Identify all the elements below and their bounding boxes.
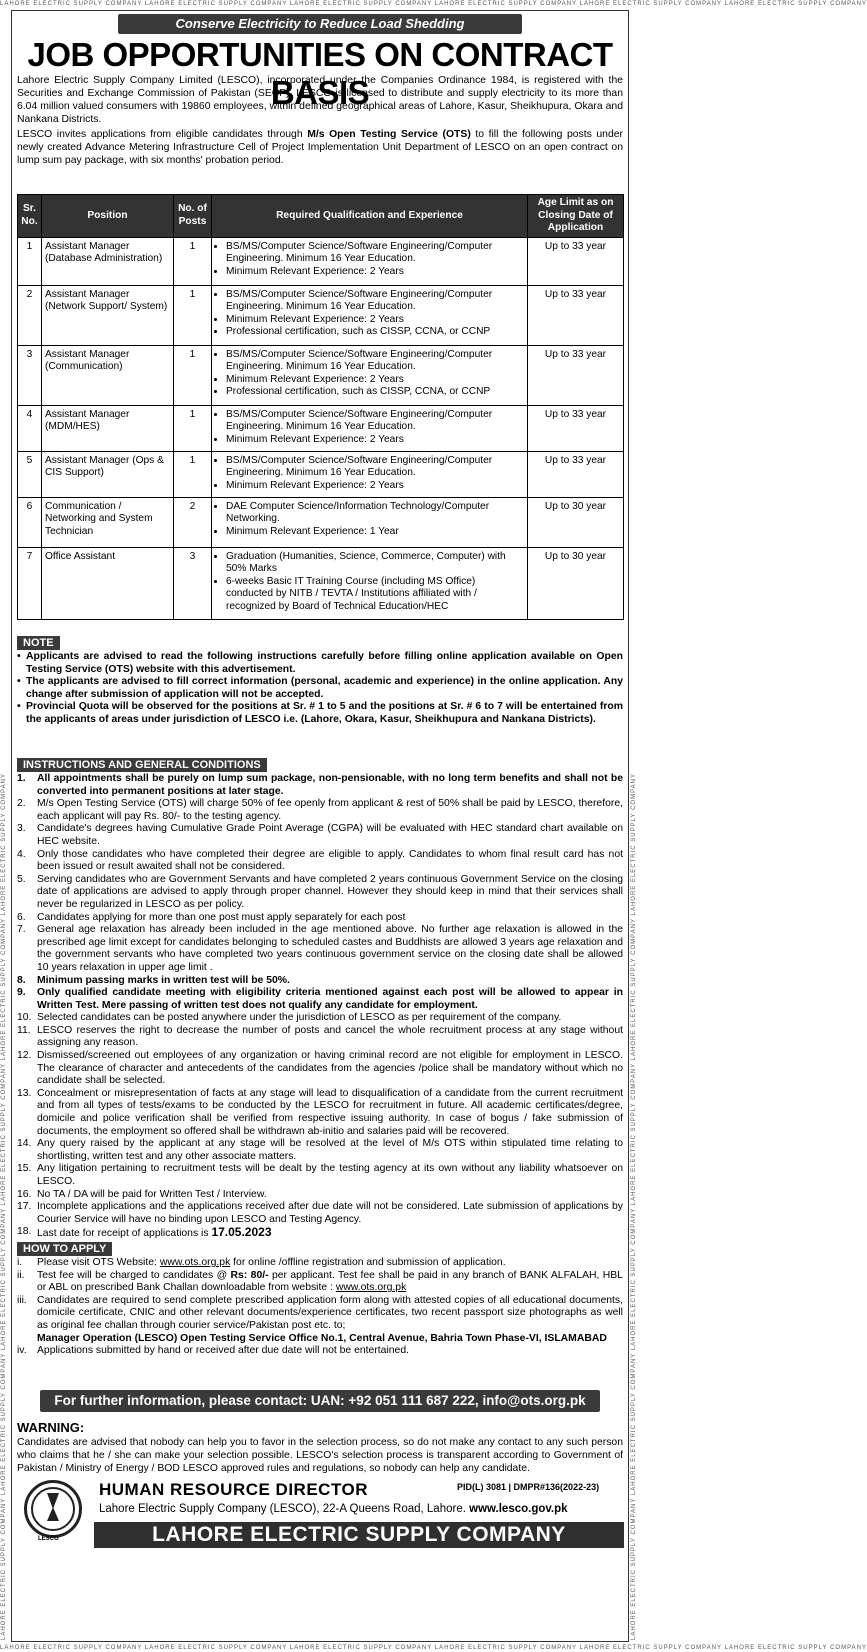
instruction-item [17,798,623,823]
instruction-number: 7. [17,924,26,936]
instruction-item [17,1201,623,1226]
apply-text: Test fee will be charged to candidates @ [37,1269,231,1281]
instruction-text: Concealment or misrepresentation of facts at any stage will lead to disqualification of a candidate from the current recruitment and from all types of tests/exams to be conducted by the LESCO for recruitment in future. All academic certificates/degree, domicile and police verification shall be verified from respective issuing authority. In case of bogus / fake submission of documents, the employment so offered shall be withdrawn ab-initio and salaries paid will be recovered. [37,1087,623,1137]
table-row [18,451,624,497]
instructions-heading: INSTRUCTIONS AND GENERAL CONDITIONS [17,758,267,772]
cell-position: Office Assistant [42,547,174,619]
instruction-number: 8. [17,974,26,986]
apply-text: Applications submitted by hand or received after due date will not be entertained. [37,1345,409,1357]
cell-sr: 7 [18,547,42,619]
instruction-number: 14. [17,1138,32,1150]
intro-2-rest: to fill the following posts under newly created Advance Metering Infrastructure Cell of Project Implementation Unit Department of LESCO on an open contract on lump sum pay package, with six months' probation period. [17,129,623,166]
cell-age-limit: Up to 30 year [528,547,624,619]
qualification-item: • BS/MS/Computer Science/Software Engineering/Computer Engineering. Minimum 16 Year Education. [226,289,524,314]
instruction-number: 6. [17,911,26,923]
table-header-row [18,195,624,238]
warning-heading: WARNING: [17,1420,85,1435]
instruction-text: Selected candidates can be posted anywhere under the jurisdiction of LESCO as per requirement of the company. [37,1012,562,1024]
instruction-text: Any litigation pertaining to recruitment tests will be dealt by the testing agency at its own without any liability whatsoever on LESCO. [37,1163,623,1187]
instruction-item [17,1138,623,1163]
instruction-number: 5. [17,873,26,885]
instruction-text: Dismissed/screened out employees of any organization or having criminal record are not eligible for employment in LESCO. The clearance of character and antecedents of the candidates from the agencies /police shall be mandatory without which no candidate shall be selected. [37,1050,623,1087]
apply-number: i. [17,1257,23,1268]
instruction-number: 13. [17,1087,32,1099]
instruction-item [17,924,623,974]
apply-item [17,1270,623,1295]
apply-number: ii. [17,1269,25,1281]
apply-text: Please visit OTS Website: [37,1257,160,1268]
table-row [18,237,624,285]
cell-posts: 3 [174,547,212,619]
lesco-logo-icon [24,1480,82,1538]
cell-position: Assistant Manager (Ops & CIS Support) [42,451,174,497]
instructions-list [17,773,623,1241]
header-no-of-posts: No. of Posts [174,195,212,238]
qualification-item: • Professional certification, such as CISSP, CCNA, or CCNP [226,386,524,399]
qualification-item: • BS/MS/Computer Science/Software Engineering/Computer Engineering. Minimum 16 Year Education. [226,349,524,374]
company-address [99,1503,619,1515]
instruction-number: 1. [17,773,26,784]
intro-2-lead: LESCO invites applications from eligible candidates through [17,129,308,140]
border-side-left [0,10,10,1640]
hr-director-title: HUMAN RESOURCE DIRECTOR [99,1480,369,1499]
cell-age-limit: Up to 33 year [528,451,624,497]
instruction-text: Serving candidates who are Government Servants and have completed 2 years continuous Government Service on the closing date of applications are advised to apply through proper channel. However they should keep in mind that their services shall never be regularized in LESCO as per policy. [37,873,623,910]
instruction-item [17,849,623,874]
company-name-banner: LAHORE ELECTRIC SUPPLY COMPANY [94,1522,624,1548]
cell-age-limit: Up to 33 year [528,405,624,451]
footer [14,1478,626,1640]
instruction-item [17,1050,623,1088]
header-qualification: Required Qualification and Experience [212,195,528,238]
instruction-number: 18. [17,1226,32,1238]
apply-text: Candidates are required to send complete prescribed application form along with attested copies of all educational documents, domicile certificate, CNIC and other relevant documents/experience certificates, two recent passport size photographs as well as original fee challan through courier service/Pakistan post etc. to; [37,1294,623,1331]
cell-posts: 1 [174,285,212,345]
note-heading: NOTE [17,636,60,650]
instruction-number: 9. [17,987,26,999]
instruction-number: 15. [17,1163,32,1175]
apply-item [17,1345,623,1358]
cell-age-limit: Up to 30 year [528,497,624,547]
header-sr-no: Sr. No. [18,195,42,238]
cell-qualification [212,285,528,345]
cell-posts: 1 [174,237,212,285]
qualification-item: • BS/MS/Computer Science/Software Engineering/Computer Engineering. Minimum 16 Year Education. [226,241,524,266]
instruction-number: 11. [17,1024,31,1036]
instruction-item [17,912,623,925]
border-text-right: LAHORE ELECTRIC SUPPLY COMPANY LAHORE ELECTRIC SUPPLY COMPANY LAHORE ELECTRIC SUPPLY COMPANY LAHORE ELECTRIC SUPPLY COMPANY LAHORE ELECTRIC SUPPLY COMPANY LAHORE ELECTRIC SUPPLY COMPANY [631,773,637,1640]
mailing-address: Manager Operation (LESCO) Open Testing Service Office No.1, Central Avenue, Bahria Town Phase-VI, ISLAMABAD [37,1332,607,1344]
intro-paragraph-2 [17,128,623,167]
instruction-item [17,975,623,988]
header-age-limit: Age Limit as on Closing Date of Application [528,195,624,238]
table-row [18,547,624,619]
logo-label: LESCO [38,1536,59,1542]
instruction-text: M/s Open Testing Service (OTS) will charge 50% of fee openly from applicant & rest of 50% shall be paid by LESCO, therefore, each applicant will pay Rs. 80/- to the testing agency. [37,798,623,822]
qualification-item: • DAE Computer Science/Information Technology/Computer Networking. [226,501,524,526]
qualification-item: • Graduation (Humanities, Science, Commerce, Computer) with 50% Marks [226,551,524,576]
cell-qualification [212,405,528,451]
test-fee: Rs: 80/- [230,1269,269,1281]
cell-age-limit: Up to 33 year [528,285,624,345]
ots-challan-link[interactable]: www.ots.org.pk [335,1282,407,1294]
last-date: 17.05.2023 [211,1225,272,1240]
instruction-text: No TA / DA will be paid for Written Test / Interview. [37,1188,267,1200]
qualification-item: • BS/MS/Computer Science/Software Engineering/Computer Engineering. Minimum 16 Year Education. [226,409,524,434]
instruction-number: 16. [17,1188,32,1200]
cell-sr: 6 [18,497,42,547]
instruction-item [17,874,623,912]
instruction-item [17,1189,623,1202]
cell-position: Assistant Manager (Database Administration) [42,237,174,285]
instruction-number: 12. [17,1050,32,1062]
qualification-item: • Professional certification, such as CISSP, CCNA, or CCNP [226,326,524,339]
how-to-apply-heading: HOW TO APPLY [17,1242,112,1256]
apply-text: for online /offline registration and submission of application. [230,1257,506,1268]
instruction-text: Any query raised by the applicant at any stage will be resolved at the level of M/s OTS within stipulated time relating to shortlisting, written test and any other associate matters. [37,1138,623,1162]
note-list [17,651,623,727]
note-item: • Provincial Quota will be observed for the positions at Sr. # 1 to 5 and the positions at Sr. # 6 to 7 will be entertained from the applicants of areas under jurisdiction of LESCO i.e. (Lahore, Okara, Kasur, Sheikhupura and Nankana Districts). [17,701,623,726]
instruction-text: Last date for receipt of applications is [37,1228,212,1240]
apply-number: iii. [17,1294,27,1306]
note-item: • The applicants are advised to fill correct information (personal, academic and experience) in the online application. Any change after submission of application will not be accepted. [17,676,623,701]
warning-text: Candidates are advised that nobody can help you to favor in the selection process, so do not make any contact to any such person who claims that he / she can make your selection possible. LESCO's selection process is transparent according to Government of Pakistan / Ministry of Energy / BOD LESCO approved rules and regulations, so nobody can help any candidate. [17,1437,623,1474]
contact-banner: For further information, please contact: UAN: +92 051 111 687 222, info@ots.org.pk [40,1390,600,1412]
instruction-text: Candidates applying for more than one post must apply separately for each post [37,911,406,923]
instruction-number: 10. [17,1012,32,1024]
cell-position: Assistant Manager (Communication) [42,345,174,405]
note-item: • Applicants are advised to read the following instructions carefully before filling online application available on Open Testing Service (OTS) website with this advertisement. [17,651,623,676]
slogan-banner: Conserve Electricity to Reduce Load Shedding [118,14,522,34]
instruction-number: 3. [17,823,26,835]
instruction-text: Only those candidates who have completed their degree are eligible to apply. Candidates to whom final result card has not been issued or result awaited shall not be considered. [37,848,623,873]
instruction-item [17,1226,623,1241]
ots-website-link[interactable]: www.ots.org.pk [159,1257,231,1268]
company-website-link[interactable]: www.lesco.gov.pk [469,1503,568,1515]
apply-number: iv. [17,1345,27,1357]
border-side-right [630,10,640,1640]
instruction-number: 2. [17,798,26,810]
border-text-bottom: LAHORE ELECTRIC SUPPLY COMPANY LAHORE ELECTRIC SUPPLY COMPANY LAHORE ELECTRIC SUPPLY COMPANY LAHORE ELECTRIC SUPPLY COMPANY LAHORE ELECTRIC SUPPLY COMPANY LAHORE ELECTRIC SUPPLY COMPANY [0,1645,867,1651]
qualification-item: • 6-weeks Basic IT Training Course (including MS Office) conducted by NITB / TEVTA / Institutions affiliated with / recognized by Board of Technical Education/HEC [226,576,524,614]
instruction-item [17,1025,623,1050]
table-row [18,405,624,451]
cell-position: Assistant Manager (Network Support/ System) [42,285,174,345]
job-posts-table [17,194,624,620]
qualification-item: • BS/MS/Computer Science/Software Engineering/Computer Engineering. Minimum 16 Year Education. [226,455,524,480]
cell-age-limit: Up to 33 year [528,345,624,405]
pid-reference: PID(L) 3081 | DMPR#136(2022-23) [457,1482,600,1492]
cell-age-limit: Up to 33 year [528,237,624,285]
qualification-item: • Minimum Relevant Experience: 2 Years [226,266,524,279]
qualification-item: • Minimum Relevant Experience: 2 Years [226,480,524,493]
table-row [18,497,624,547]
instruction-text: Only qualified candidate meeting with eligibility criteria mentioned against each post will be allowed to appear in Written Test. Mere passing of written test does not qualify any candidate for employment. [37,987,623,1011]
apply-item [17,1295,623,1345]
table-row [18,345,624,405]
address-text: Lahore Electric Supply Company (LESCO), 22-A Queens Road, Lahore. [99,1503,470,1515]
header-position: Position [42,195,174,238]
qualification-item: • Minimum Relevant Experience: 1 Year [226,526,524,539]
intro-paragraph-1: Lahore Electric Supply Company Limited (LESCO), incorporated under the Companies Ordinance 1984, is registered with the Securities and Exchange Commission of Pakistan (SECP). LESCO is licensed to distribute and supply electricity to its more than 6.04 million valued consumers with 19860 employees, within defined geographical areas of Lahore, Kasur, Sheikhupura, Okara and Nankana Districts. [17,75,623,125]
instruction-item [17,1163,623,1188]
instruction-item [17,773,623,798]
lightning-bolt-lower-icon [47,1507,59,1521]
instruction-number: 17. [17,1201,32,1213]
cell-posts: 1 [174,405,212,451]
border-text-left: LAHORE ELECTRIC SUPPLY COMPANY LAHORE ELECTRIC SUPPLY COMPANY LAHORE ELECTRIC SUPPLY COMPANY LAHORE ELECTRIC SUPPLY COMPANY LAHORE ELECTRIC SUPPLY COMPANY LAHORE ELECTRIC SUPPLY COMPANY [1,773,7,1640]
instruction-text: Candidate's degrees having Cumulative Grade Point Average (CGPA) will be evaluated with HEC standard chart available on HEC website. [37,823,623,847]
instruction-item [17,1012,623,1025]
qualification-item: • Minimum Relevant Experience: 2 Years [226,314,524,327]
cell-qualification [212,345,528,405]
apply-text: per applicant. Test fee shall be paid in any branch of BANK ALFALAH, HBL or ABL on prescribed Bank Challan downloadable from website : [37,1269,623,1294]
border-text-top: LAHORE ELECTRIC SUPPLY COMPANY LAHORE ELECTRIC SUPPLY COMPANY LAHORE ELECTRIC SUPPLY COMPANY LAHORE ELECTRIC SUPPLY COMPANY LAHORE ELECTRIC SUPPLY COMPANY LAHORE ELECTRIC SUPPLY COMPANY [0,1,867,7]
instruction-text: Minimum passing marks in written test will be 50%. [37,974,290,986]
cell-qualification [212,237,528,285]
instruction-item [17,1088,623,1138]
qualification-item: • Minimum Relevant Experience: 2 Years [226,434,524,447]
instruction-text: General age relaxation has already been included in the age mentioned above. No further age relaxation is allowed in the prescribed age limit except for candidates belonging to scheduled castes and Buddhists are allowed 3 years age relaxation and the government servants who have completed two years continuous government service on the closing date shall be allowed 10 years relaxation in upper age limit . [37,924,623,973]
cell-sr: 5 [18,451,42,497]
cell-posts: 2 [174,497,212,547]
cell-posts: 1 [174,451,212,497]
instruction-item [17,987,623,1012]
cell-posts: 1 [174,345,212,405]
instruction-text: Incomplete applications and the applications received after due date will not be considered. Late submission of applications by Courier Service will have no binding upon LESCO and Testing Agency. [37,1201,623,1225]
page-title: JOB OPPORTUNITIES ON CONTRACT BASIS [27,36,613,111]
qualification-item: • Minimum Relevant Experience: 2 Years [226,374,524,387]
instruction-item [17,823,623,848]
cell-sr: 4 [18,405,42,451]
apply-item [17,1257,623,1270]
cell-qualification [212,451,528,497]
how-to-apply-list [17,1257,623,1358]
instruction-number: 4. [17,848,26,860]
cell-qualification [212,547,528,619]
cell-position: Assistant Manager (MDM/HES) [42,405,174,451]
cell-position: Communication / Networking and System Technician [42,497,174,547]
cell-sr: 1 [18,237,42,285]
cell-sr: 3 [18,345,42,405]
logo-ring [31,1487,75,1531]
intro-2-ots: M/s Open Testing Service (OTS) [307,129,471,140]
instruction-text: LESCO reserves the right to decrease the number of posts and cancel the whole recruitment process at any stage without assigning any reason. [37,1024,623,1049]
table-row [18,285,624,345]
cell-qualification [212,497,528,547]
instruction-text: All appointments shall be purely on lump sum package, non-pensionable, with no long term benefits and shall not be converted into permanent positions at later stage. [37,773,623,797]
cell-sr: 2 [18,285,42,345]
